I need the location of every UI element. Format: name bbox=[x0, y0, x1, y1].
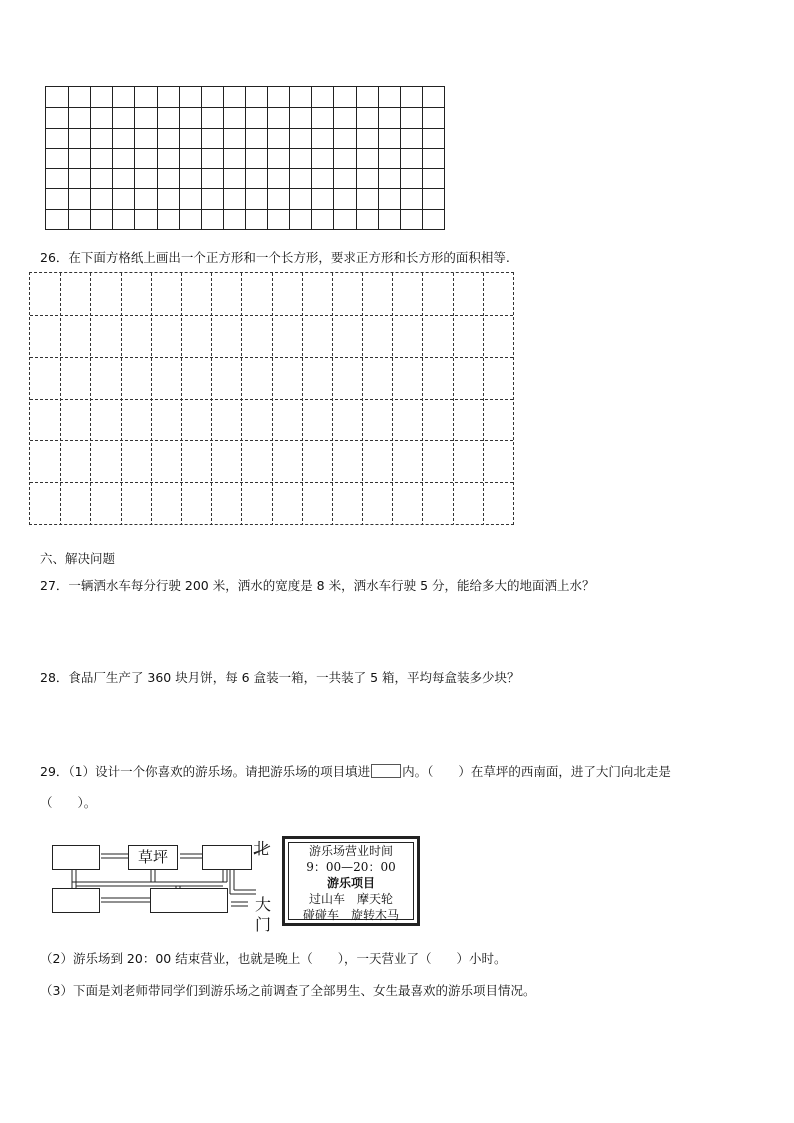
sign-hours-title: 游乐场营业时间 bbox=[308, 844, 393, 858]
gate-label-2: 门 bbox=[255, 915, 272, 934]
sign-hours: 9：00—20：00 bbox=[306, 860, 396, 874]
question-27: 27．一辆洒水车每分行驶 200 米，洒水的宽度是 8 米，洒水车行驶 5 分，能给多大的地面洒上水？ bbox=[40, 578, 595, 593]
question-29-part1-after: 内。（ ）在草坪的西南面，进了大门向北走是 bbox=[402, 764, 671, 779]
grid-lines-dashed bbox=[30, 273, 513, 524]
question-26: 26．在下面方格纸上画出一个正方形和一个长方形，要求正方形和长方形的面积相等. bbox=[40, 250, 510, 265]
opening-hours-sign bbox=[282, 836, 420, 926]
grid-paper-top bbox=[45, 86, 445, 230]
sign-items-row2: 碰碰车 旋转木马 bbox=[302, 908, 399, 922]
question-29-part3: （3）下面是刘老师带同学们到游乐场之前调查了全部男生、女生最喜欢的游乐项目情况。 bbox=[40, 983, 536, 998]
question-29-part2: （2）游乐场到 20：00 结束营业，也就是晚上（ ），一天营业了（ ）小时。 bbox=[40, 951, 507, 966]
question-28: 28．食品厂生产了 360 块月饼，每 6 盒装一箱，一共装了 5 箱，平均每盒装多少块？ bbox=[40, 670, 520, 685]
grid-lines-top bbox=[46, 87, 444, 229]
sign-items-title: 游乐项目 bbox=[326, 876, 375, 890]
map-box-bottom-right bbox=[150, 888, 228, 913]
north-label: 北 bbox=[253, 839, 270, 858]
gate-label-1: 大 bbox=[255, 895, 272, 914]
sign-items-row1: 过山车 摩天轮 bbox=[308, 892, 393, 906]
map-box-top-right bbox=[202, 845, 252, 870]
question-29-part1 bbox=[40, 764, 671, 780]
question-29-part1-before: 29．（1）设计一个你喜欢的游乐场。请把游乐场的项目填进 bbox=[40, 764, 371, 779]
answer-box bbox=[371, 764, 401, 778]
section-title: 六、解决问题 bbox=[40, 551, 116, 566]
map-box-top-left bbox=[52, 845, 100, 870]
map-box-lawn: 草坪 bbox=[128, 845, 178, 870]
grid-paper-dashed bbox=[29, 272, 514, 525]
map-box-bottom-left bbox=[52, 888, 100, 913]
question-29-part1-line2: （ ）。 bbox=[40, 795, 97, 810]
